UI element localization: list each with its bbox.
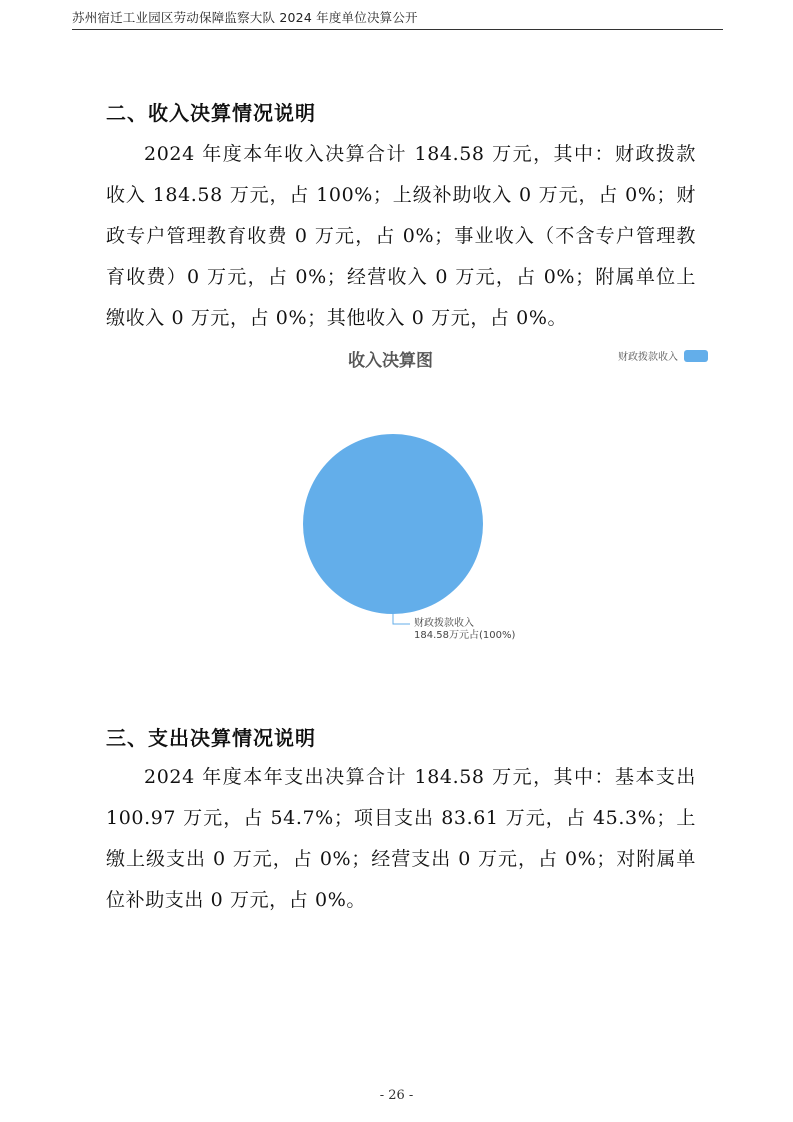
pie-slice-label <box>414 618 515 642</box>
page-number: - 26 - <box>379 1088 414 1103</box>
income-section-title: 二、收入决算情况说明 <box>106 101 316 125</box>
income-pie-chart <box>300 342 720 652</box>
slice-label-value: 184.58万元占(100%) <box>414 630 516 641</box>
expense-section-paragraph: 2024 年度本年支出决算合计 184.58 万元，其中：基本支出 100.97 万元，占 54.7%；项目支出 83.61 万元，占 45.3%；上缴上级支出 0 万元，占 0%；经营支出 0 万元，占 0%；对附属单位补助支出 0 万元，占 0%。 <box>106 766 696 911</box>
chart-legend <box>618 348 708 363</box>
legend-swatch <box>684 350 708 362</box>
legend-item-label: 财政拨款收入 <box>618 352 678 363</box>
income-section-paragraph: 2024 年度本年收入决算合计 184.58 万元，其中：财政拨款收入 184.58 万元，占 100%；上级补助收入 0 万元，占 0%；财政专户管理教育收费 0 万元，占 0%；事业收入（不含专户管理教育收费）0 万元，占 0%；经营收入 0 万元，占 0%；附属单位上缴收入 0 万元，占 0%；其他收入 0 万元，占 0%。 <box>106 143 696 329</box>
slice-label-name: 财政拨款收入 <box>414 618 474 629</box>
header-divider <box>72 29 723 30</box>
chart-title: 收入决算图 <box>348 351 433 371</box>
pie-chart-svg <box>300 342 720 652</box>
expense-section-title: 三、支出决算情况说明 <box>106 726 316 750</box>
document-header: 苏州宿迁工业园区劳动保障监察大队 2024 年度单位决算公开 <box>72 10 418 25</box>
pie-slice-0 <box>303 434 483 614</box>
